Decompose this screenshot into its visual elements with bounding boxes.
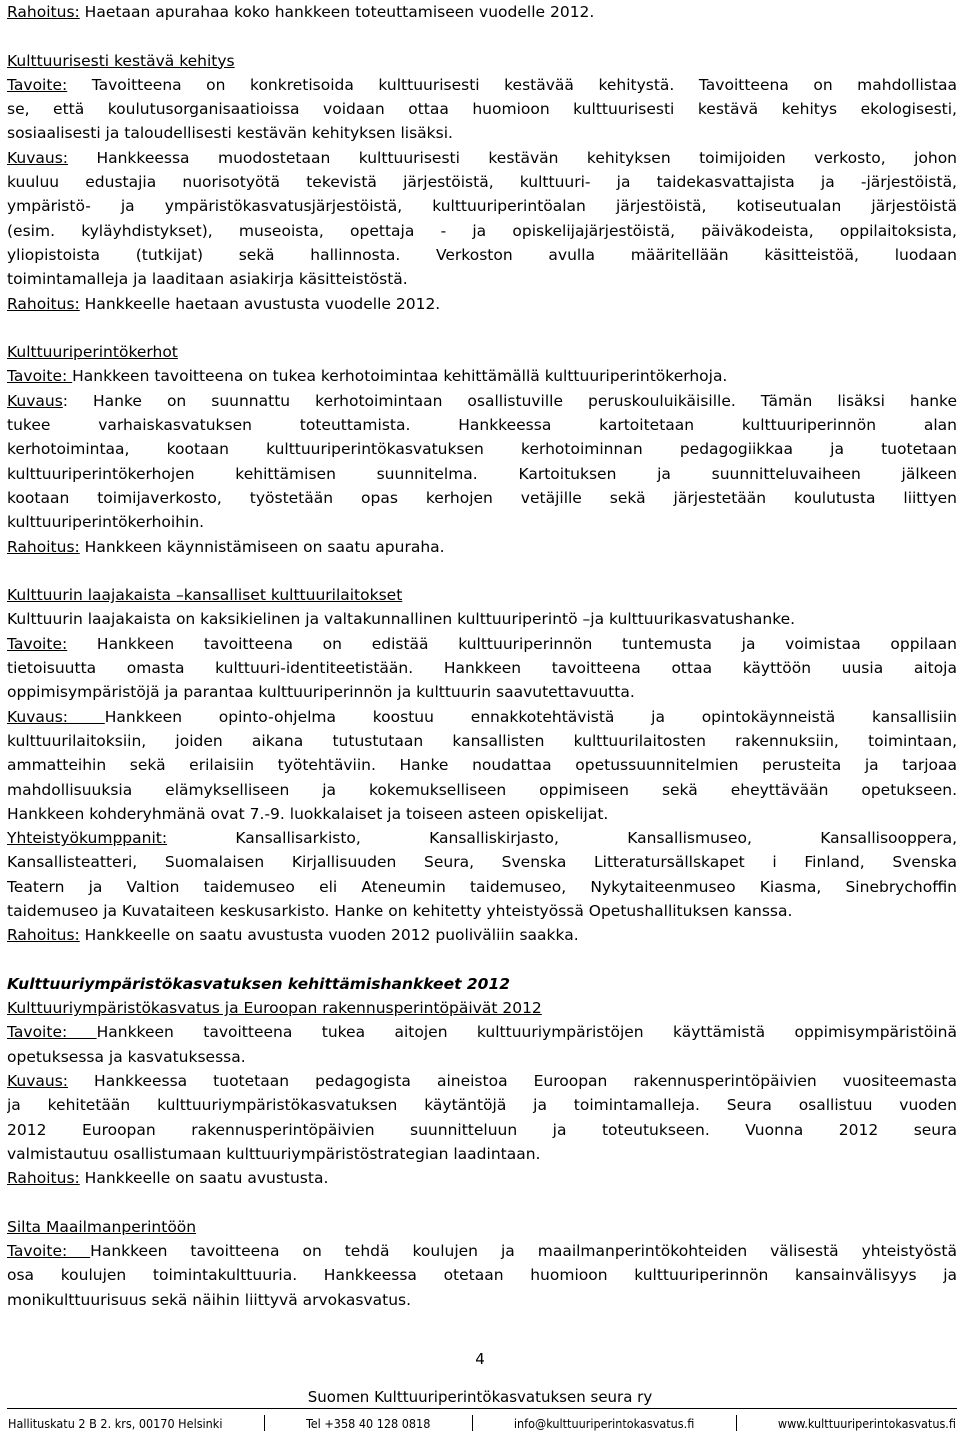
text-line [7,389,957,413]
text-line [7,535,957,559]
line-text: taidemuseo ja Kuvataiteen keskusarkisto. Hanke on kehitetty yhteistyössä Opetushallituksen kanssa. [7,901,793,920]
paragraph-spacer [7,948,957,972]
paragraph-spacer [7,24,957,48]
section-heading-text: Kulttuurin laajakaista –kansalliset kulttuurilaitokset [7,586,403,605]
line-text: Haetaan apurahaa koko hankkeen toteuttamiseen vuodelle 2012. [79,3,595,21]
document-section [7,340,957,559]
text-line [7,1263,957,1287]
text-line [7,267,957,291]
line-text: se, että koulutusorganisaatioissa voidaan ottaa huomioon kulttuurisesti kestävä kehitys ekologisesti, [7,100,957,119]
line-text: sosiaalisesti ja taloudellisesti kestävän kehityksen lisäksi. [7,124,453,143]
text-line [7,875,957,899]
text-line [7,1166,957,1190]
text-line [7,923,957,947]
section-heading [7,340,957,364]
text-line [7,486,957,510]
line-text: Hankkeelle haetaan avustusta vuodelle 2012. [79,294,441,313]
section-heading [7,49,957,73]
paragraph-spacer [7,316,957,340]
line-text: toimintamalleja ja laaditaan asiakirja käsitteistöstä. [7,270,408,289]
footer-org-name: Suomen Kulttuuriperintökasvatuksen seura ry [307,1388,653,1406]
main-heading: Kulttuuriympäristökasvatuksen kehittämishankkeet 2012 [7,974,511,993]
text-line [7,680,957,704]
field-label: Kuvaus: [7,1072,69,1091]
text-line [7,0,957,24]
line-text: osa koulujen toimintakulttuuria. Hankkeessa otetaan huomioon kulttuuriperinnön kansainvälisyys ja [7,1266,957,1285]
line-text: Hankkeen tavoitteena on tehdä koulujen ja maailmanperintökohteiden välisestä yhteistyöstä [90,1242,957,1261]
line-text: oppimisympäristöjä ja parantaa kulttuuriperinnön ja kulttuurin saavutettavuutta. [7,683,635,702]
document-section [7,972,957,1191]
text-line [7,802,957,826]
field-label: Tavoite: [7,1023,97,1042]
text-line [7,729,957,753]
text-line [7,1045,957,1069]
text-line [7,1288,957,1312]
document-section [7,0,957,24]
line-text: tietoisuutta omasta kulttuuri-identiteetistään. Hankkeen tavoitteena ottaa käyttöön uusia aitoja [7,659,957,678]
line-text: ympäristö- ja ympäristökasvatusjärjestöistä, kulttuuriperintöalan järjestöistä, kotiseutualan järjestöistä [7,197,957,216]
section-heading [7,996,957,1020]
line-text: Hankkeen opinto-ohjelma koostuu ennakkotehtävistä ja opintokäynneistä kansallisiin [104,707,957,726]
text-line [7,73,957,97]
line-text: Hankkeelle on saatu avustusta vuoden 2012 puoliväliin saakka. [79,926,579,945]
section-heading-text: Kulttuuriperintökerhot [7,343,178,362]
field-label: Tavoite: [7,367,73,386]
footer-phone: Tel +358 40 128 0818 [306,1415,431,1431]
line-text: monikulttuurisuus sekä näihin liittyvä arvokasvatus. [7,1290,412,1309]
footer-separator [472,1415,473,1431]
line-text: Teatern ja Valtion taidemuseo eli Ateneumin taidemuseo, Nykytaiteenmuseo Kiasma, Sinebrychoffin [7,877,957,896]
text-line [7,850,957,874]
footer-address: Hallituskatu 2 B 2. krs, 00170 Helsinki [8,1415,223,1431]
document-body [7,0,957,1312]
text-line [7,753,957,777]
line-text: kulttuuriperintökerhojen kehittämisen suunnitelma. Kartoituksen ja suunnitteluvaiheen jälkeen [7,464,957,483]
field-label: Kuvaus: [7,707,105,726]
field-label: Rahoitus: [7,3,80,21]
text-line [7,292,957,316]
text-line [7,510,957,534]
line-text: ammatteihin sekä erilaisiin työtehtäviin. Hanke noudattaa opetussuunnitelmien perusteita ja tarjoaa [7,756,957,775]
footer-separator [264,1415,265,1431]
section-heading-text: Silta Maailmanperintöön [7,1217,197,1236]
section-heading [7,583,957,607]
line-text: kuuluu edustajia nuorisotyötä tekevistä järjestöistä, kulttuuri- ja taidekasvattajista ja -järjestöistä, [7,173,957,192]
footer-divider [7,1408,957,1409]
paragraph-spacer [7,1191,957,1215]
document-section [7,49,957,316]
text-line [7,632,957,656]
footer-email-link[interactable]: info@kulttuuriperintokasvatus.fi [513,1415,695,1431]
text-line [7,1093,957,1117]
field-label: Kuvaus: [7,148,69,167]
line-text: Hankkeelle on saatu avustusta. [79,1169,329,1188]
text-line [7,1239,957,1263]
line-text: Kansallisteatteri, Suomalaisen Kirjallisuuden Seura, Svenska Litteratursällskapet i Finland, Svenska [7,853,957,872]
section-heading-text: Kulttuuriympäristökasvatus ja Euroopan rakennusperintöpäivät 2012 [7,999,542,1018]
line-text: Tavoitteena on konkretisoida kulttuurisesti kestävää kehitystä. Tavoitteena on mahdollistaa [67,75,957,94]
field-label: Tavoite: [7,1242,91,1261]
field-label: Rahoitus: [7,1169,80,1188]
line-text: (esim. kyläyhdistykset), museoista, opettaja - ja opiskelijajärjestöistä, päiväkodeista, oppilaitoksista, [7,221,957,240]
line-text: kootaan toimijaverkosto, työstetään opas kerhojen vetäjille sekä järjestetään koulutusta liittyen [7,488,957,507]
line-text: kulttuuriperintökerhoihin. [7,513,205,532]
field-label: Tavoite: [7,75,68,94]
text-line [7,146,957,170]
field-label: Yhteistyökumppanit: [7,829,168,848]
text-line [7,1118,957,1142]
line-text: Hankkeen käynnistämiseen on saatu apuraha. [79,537,445,556]
text-line [7,656,957,680]
footer-separator [736,1415,737,1431]
field-label: Kuvaus [7,391,63,410]
text-line [7,1142,957,1166]
field-label: Tavoite: [7,634,68,653]
line-text: ja kehitetään kulttuuriympäristökasvatuksen käytäntöjä ja toimintamalleja. Seura osallistuu vuoden [7,1096,957,1115]
field-label: Rahoitus: [7,537,80,556]
line-text: : Hanke on suunnattu kerhotoimintaan osallistuville peruskouluikäisille. Tämän lisäksi hanke [62,391,957,410]
text-line [7,219,957,243]
text-line [7,1020,957,1044]
line-text: yliopistoista (tutkijat) sekä hallinnosta. Verkoston avulla määritellään käsitteistöä, luodaan [7,245,957,264]
line-text: Hankkeen kohderyhmänä ovat 7.-9. luokkalaiset ja toiseen asteen opiskelijat. [7,804,609,823]
text-line [7,243,957,267]
line-text: Hankkeen tavoitteena tukea aitojen kulttuuriympäristöjen käyttämistä oppimisympäristöinä [96,1023,957,1042]
page-number: 4 [475,1350,485,1368]
text-line [7,364,957,388]
line-text: valmistautuu osallistumaan kulttuuriympäristöstrategian laadintaan. [7,1144,541,1163]
text-line [7,1069,957,1093]
text-line [7,778,957,802]
footer-website-link[interactable]: www.kulttuuriperintokasvatus.fi [777,1415,956,1431]
line-text: kerhotoimintaa, kootaan kulttuuriperintökasvatuksen kerhotoiminnan pedagogiikkaa ja tuotetaan [7,440,957,459]
text-line [7,413,957,437]
line-text: mahdollisuuksia elämykselliseen ja kokemukselliseen oppimiseen sekä eheyttävään opetukseen. [7,780,957,799]
field-label: Rahoitus: [7,926,80,945]
line-text: kulttuurilaitoksiin, joiden aikana tutustutaan kansallisten kulttuurilaitosten rakennuksiin, toimintaan, [7,731,957,750]
line-text: opetuksessa ja kasvatuksessa. [7,1047,246,1066]
section-heading [7,1215,957,1239]
text-line [7,170,957,194]
text-line [7,607,957,631]
section-heading-text: Kulttuurisesti kestävä kehitys [7,51,235,70]
line-text: tukee varhaiskasvatuksen toteuttamista. Hankkeessa kartoitetaan kulttuuriperinnön alan [7,416,957,435]
document-section [7,583,957,947]
paragraph-spacer [7,559,957,583]
text-line [7,97,957,121]
text-line [7,462,957,486]
text-line [7,437,957,461]
line-text: 2012 Euroopan rakennusperintöpäivien suunnitteluun ja toteutukseen. Vuonna 2012 seura [7,1120,957,1139]
line-text: Kulttuurin laajakaista on kaksikielinen ja valtakunnallinen kulttuuriperintö –ja kulttuurikasvatushanke. [7,610,796,629]
line-text: Hankkeen tavoitteena on edistää kulttuuriperinnön tuntemusta ja voimistaa oppilaan [67,634,957,653]
line-text: Hankkeessa muodostetaan kulttuurisesti kestävän kehityksen toimijoiden verkosto, johon [68,148,957,167]
line-text: Kansallisarkisto, Kansalliskirjasto, Kansallismuseo, Kansallisooppera, [167,829,957,848]
line-text: Hankkeen tavoitteena on tukea kerhotoimintaa kehittämällä kulttuuriperintökerhoja. [72,367,728,386]
field-label: Rahoitus: [7,294,80,313]
text-line [7,121,957,145]
line-text: Hankkeessa tuotetaan pedagogista aineistoa Euroopan rakennusperintöpäivien vuositeemasta [68,1072,957,1091]
document-section [7,1215,957,1312]
text-line [7,899,957,923]
text-line [7,826,957,850]
text-line [7,705,957,729]
text-line [7,194,957,218]
footer-contact-bar [8,1414,956,1432]
